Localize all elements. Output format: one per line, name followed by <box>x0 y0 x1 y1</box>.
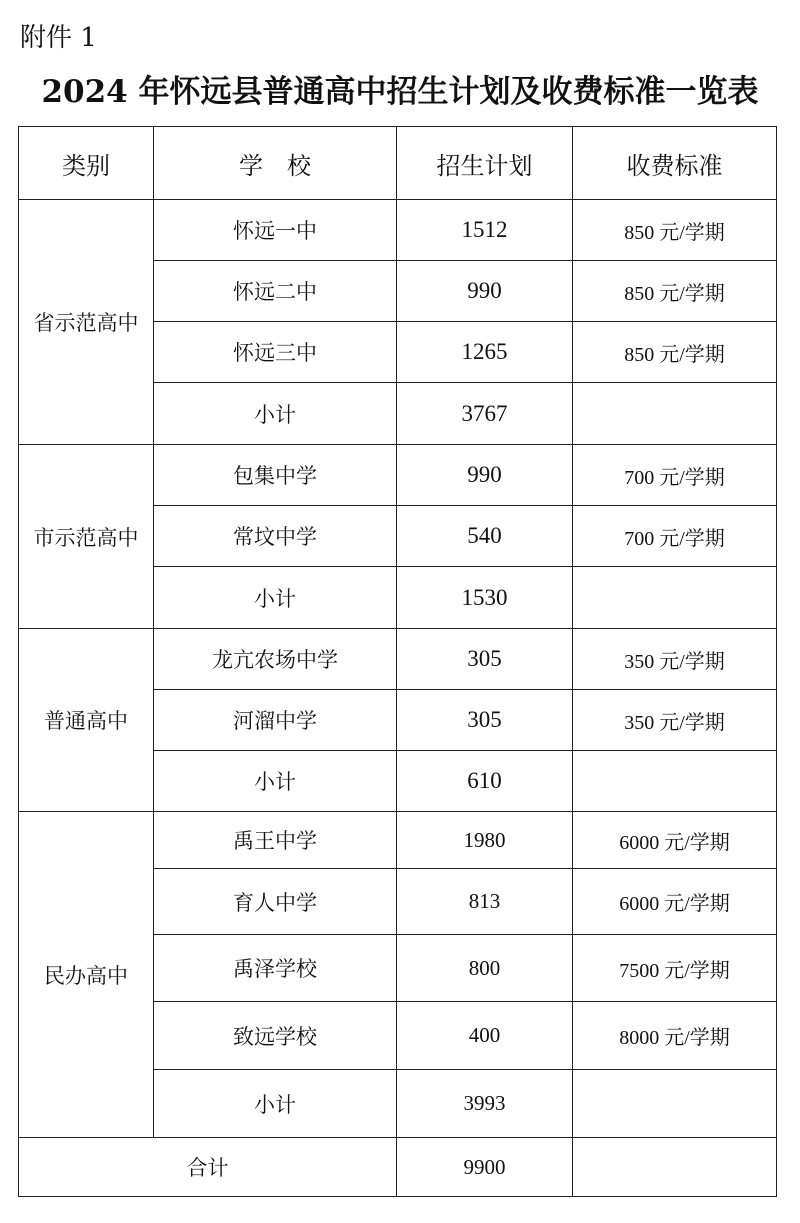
quota-cell: 540 <box>397 506 573 567</box>
category-cell: 普通高中 <box>19 629 154 812</box>
enrollment-plan-table <box>18 126 777 1197</box>
school-cell: 育人中学 <box>154 869 397 935</box>
subtotal-label: 小计 <box>154 567 397 629</box>
fee-cell: 6000 元/学期 <box>573 812 777 869</box>
subtotal-label: 小计 <box>154 751 397 812</box>
school-cell: 河溜中学 <box>154 690 397 751</box>
category-cell: 民办高中 <box>19 812 154 1138</box>
fee-cell: 700 元/学期 <box>573 506 777 567</box>
header-school: 学 校 <box>154 127 397 200</box>
fee-cell: 850 元/学期 <box>573 261 777 322</box>
fee-cell: 7500 元/学期 <box>573 935 777 1002</box>
quota-cell: 1980 <box>397 812 573 869</box>
school-cell: 致远学校 <box>154 1002 397 1070</box>
attachment-label: 附件 1 <box>20 23 97 53</box>
quota-cell: 305 <box>397 690 573 751</box>
total-label: 合计 <box>19 1138 397 1197</box>
quota-cell: 990 <box>397 261 573 322</box>
quota-cell: 813 <box>397 869 573 935</box>
fee-cell: 6000 元/学期 <box>573 869 777 935</box>
header-fee: 收费标准 <box>573 127 777 200</box>
subtotal-label: 小计 <box>154 383 397 445</box>
quota-cell: 305 <box>397 629 573 690</box>
school-cell: 龙亢农场中学 <box>154 629 397 690</box>
quota-cell: 400 <box>397 1002 573 1070</box>
header-quota: 招生计划 <box>397 127 573 200</box>
table-row <box>19 812 777 869</box>
school-cell: 包集中学 <box>154 445 397 506</box>
subtotal-quota: 3993 <box>397 1070 573 1138</box>
school-cell: 常坟中学 <box>154 506 397 567</box>
fee-cell <box>573 383 777 445</box>
quota-cell: 800 <box>397 935 573 1002</box>
header-category: 类别 <box>19 127 154 200</box>
subtotal-quota: 1530 <box>397 567 573 629</box>
school-cell: 怀远三中 <box>154 322 397 383</box>
document-title: 2024 年怀远县普通高中招生计划及收费标准一览表 <box>41 74 759 110</box>
subtotal-label: 小计 <box>154 1070 397 1138</box>
fee-cell <box>573 567 777 629</box>
subtotal-quota: 3767 <box>397 383 573 445</box>
fee-cell: 350 元/学期 <box>573 629 777 690</box>
school-cell: 禹泽学校 <box>154 935 397 1002</box>
quota-cell: 990 <box>397 445 573 506</box>
fee-cell <box>573 751 777 812</box>
school-cell: 怀远二中 <box>154 261 397 322</box>
subtotal-quota: 610 <box>397 751 573 812</box>
category-cell: 市示范高中 <box>19 445 154 629</box>
fee-cell: 850 元/学期 <box>573 200 777 261</box>
fee-cell: 700 元/学期 <box>573 445 777 506</box>
category-cell: 省示范高中 <box>19 200 154 445</box>
quota-cell: 1512 <box>397 200 573 261</box>
school-cell: 怀远一中 <box>154 200 397 261</box>
fee-cell <box>573 1070 777 1138</box>
total-quota: 9900 <box>397 1138 573 1197</box>
fee-cell: 8000 元/学期 <box>573 1002 777 1070</box>
school-cell: 禹王中学 <box>154 812 397 869</box>
total-row <box>19 1138 777 1197</box>
table-row <box>19 445 777 506</box>
table-row <box>19 200 777 261</box>
quota-cell: 1265 <box>397 322 573 383</box>
table-row <box>19 629 777 690</box>
table-header-row <box>19 127 777 200</box>
fee-cell: 850 元/学期 <box>573 322 777 383</box>
total-fee <box>573 1138 777 1197</box>
fee-cell: 350 元/学期 <box>573 690 777 751</box>
